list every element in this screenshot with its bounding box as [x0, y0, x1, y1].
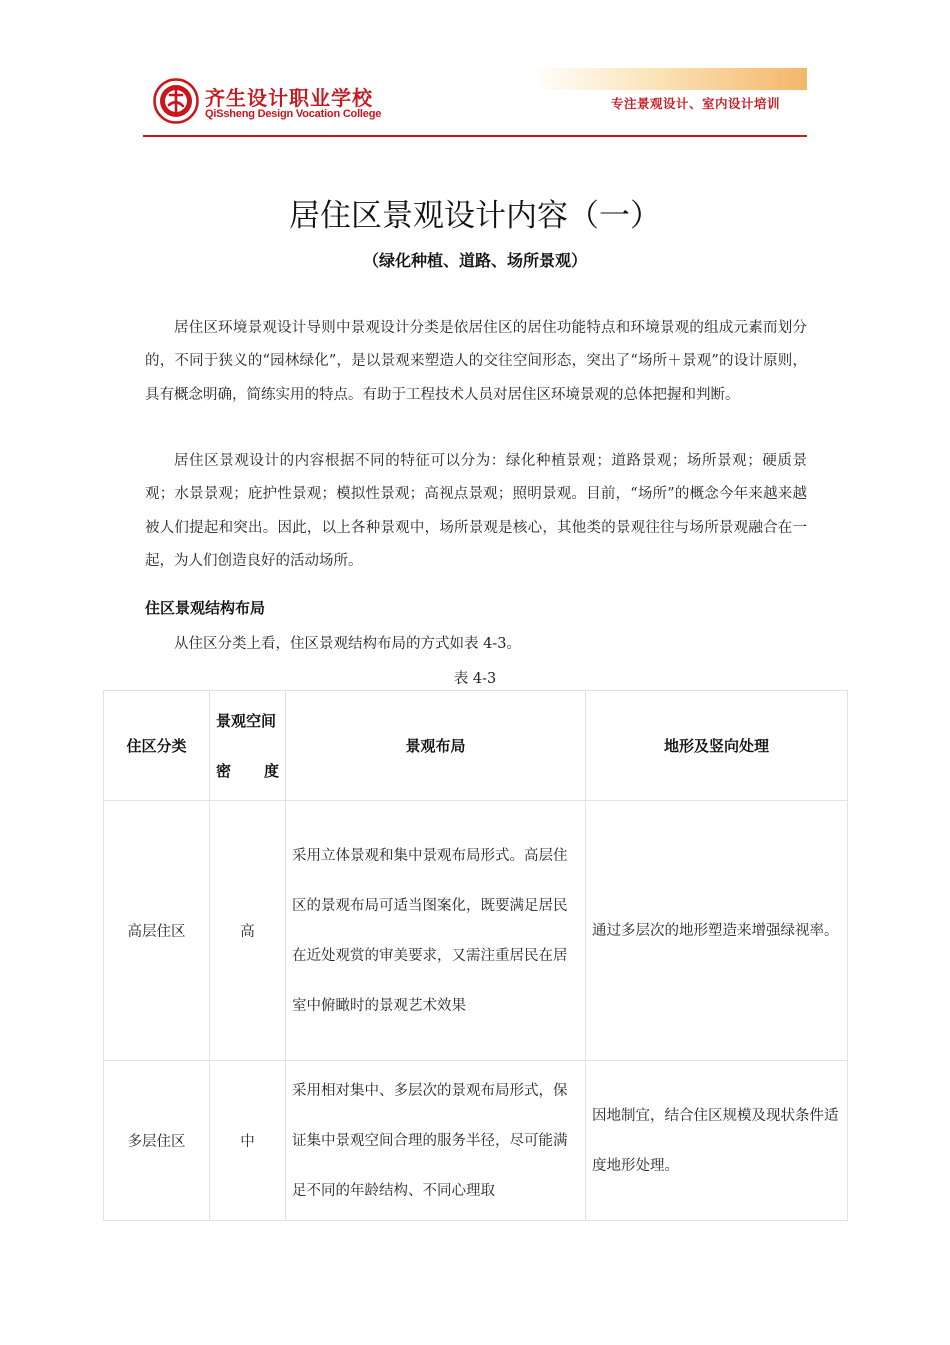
cell-layout: 采用立体景观和集中景观布局形式。高层住区的景观布局可适当图案化，既要满足居民在近处观赏的审美要求，又需注重居民在居室中俯瞰时的景观艺术效果 [286, 801, 586, 1061]
school-name-en: QiSsheng Design Vocation College [205, 108, 382, 120]
section-intro: 从住区分类上看，住区景观结构布局的方式如表 4-3。 [174, 636, 521, 652]
table-row [104, 801, 848, 1061]
cell-density: 中 [210, 1061, 286, 1221]
section-heading: 住区景观结构布局 [145, 599, 266, 617]
table-row [104, 1061, 848, 1221]
cell-terrain: 因地制宜，结合住区规模及现状条件适度地形处理。 [586, 1061, 848, 1221]
cell-category: 多层住区 [104, 1061, 210, 1221]
landscape-layout-table [103, 690, 848, 1221]
page-header [143, 66, 807, 138]
cell-density: 高 [210, 801, 286, 1061]
header-layout: 景观布局 [286, 691, 586, 801]
header-density-line1: 景观空间 [216, 711, 277, 730]
cell-layout [286, 1061, 586, 1221]
cell-terrain: 通过多层次的地形塑造来增强绿视率。 [586, 801, 848, 1061]
school-name: 齐生设计职业学校 [205, 86, 373, 110]
header-slogan: 专注景观设计、室内设计培训 [611, 96, 781, 111]
page-title: 居住区景观设计内容（一） [289, 198, 661, 234]
header-terrain: 地形及竖向处理 [586, 691, 848, 801]
header-gradient-band [531, 68, 807, 90]
header-density-line2: 密度 [216, 761, 279, 780]
cell-layout-text: 采用相对集中、多层次的景观布局形式，保证集中景观空间合理的服务半径，尽可能满足不同的年龄结构、不同心理取 [292, 1082, 568, 1199]
cell-category: 高层住区 [104, 801, 210, 1061]
body-paragraph: 居住区景观设计的内容根据不同的特征可以分为：绿化种植景观；道路景观；场所景观；硬质景观；水景景观；庇护性景观；模拟性景观；高视点景观；照明景观。目前，“场所”的概念今年来越来越被人们提起和突出。因此，以上各种景观中，场所景观是核心，其他类的景观往往与场所景观融合在一起，为人们创造良好的活动场所。 [145, 453, 807, 569]
page-subtitle: （绿化种植、道路、场所景观） [362, 251, 587, 270]
header-density [210, 691, 286, 801]
table-caption: 表 4-3 [453, 671, 497, 687]
school-seal-logo-icon [153, 78, 199, 124]
body-paragraph: 居住区环境景观设计导则中景观设计分类是依居住区的居住功能特点和环境景观的组成元素而划分的，不同于狭义的“园林绿化”，是以景观来塑造人的交往空间形态，突出了“场所＋景观”的设计原则，具有概念明确，简练实用的特点。有助于工程技术人员对居住区环境景观的总体把握和判断。 [145, 320, 807, 403]
header-divider [143, 135, 807, 137]
header-category: 住区分类 [104, 691, 210, 801]
table-header-row [104, 691, 848, 801]
